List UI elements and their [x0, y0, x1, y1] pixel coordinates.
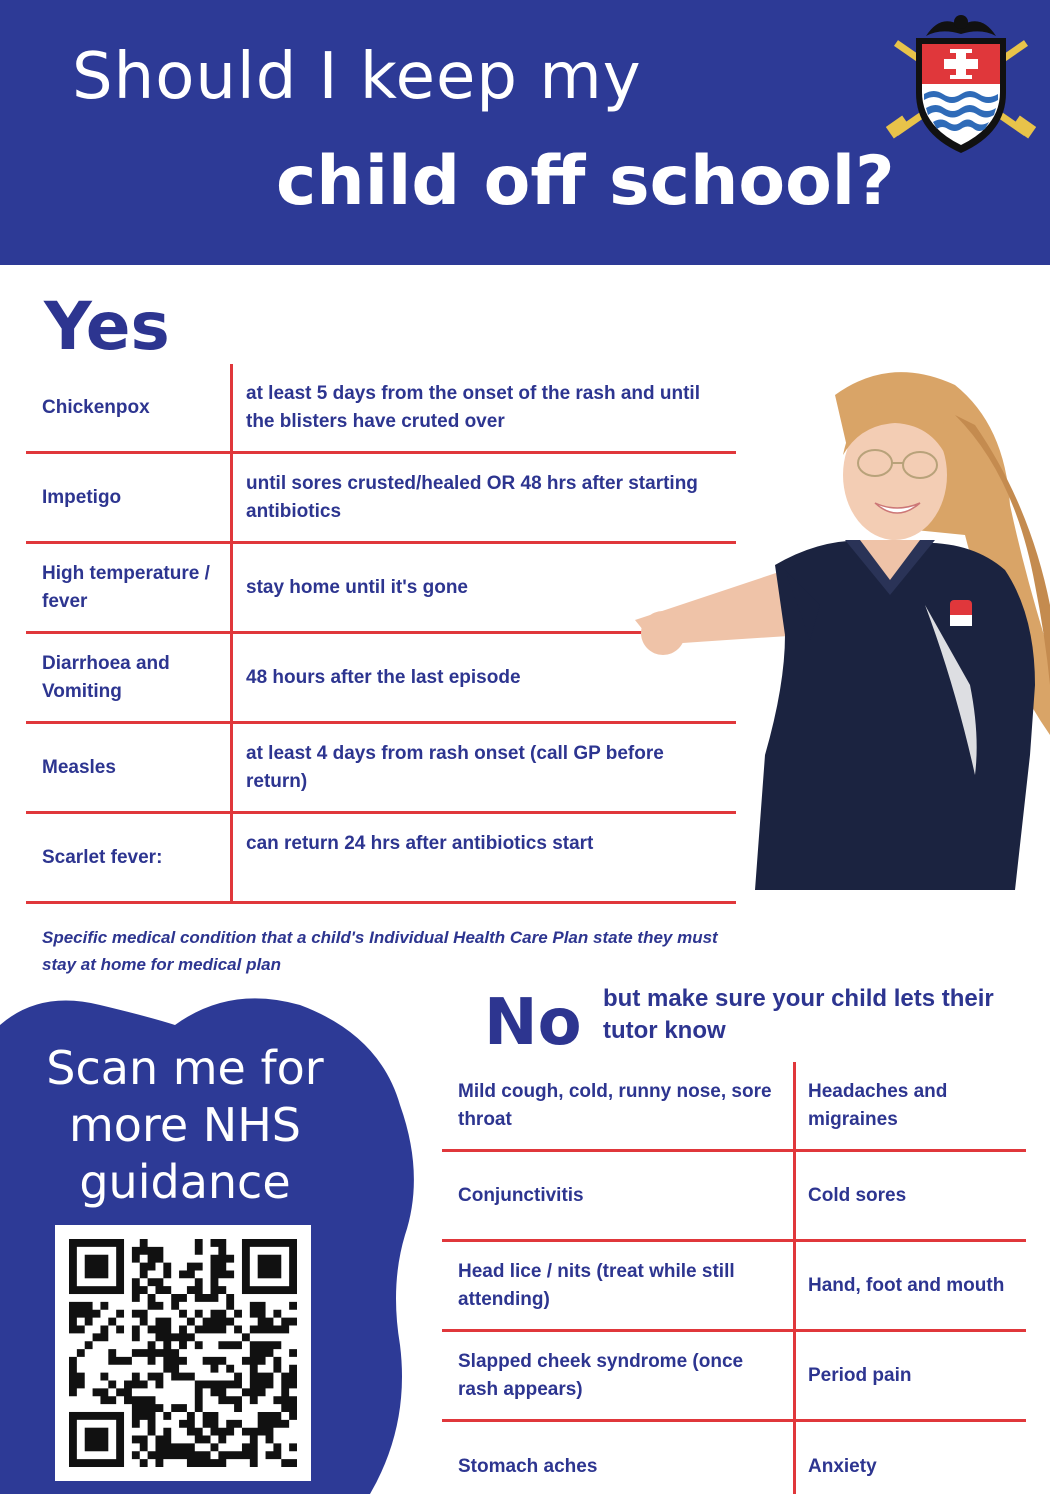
table-row: [442, 1242, 1026, 1332]
school-crest-icon: [886, 8, 1036, 158]
advice-cell: can return 24 hrs after antibiotics start: [246, 833, 594, 854]
title-line-1: Should I keep my: [72, 40, 642, 114]
no-table-divider: [793, 1062, 796, 1494]
table-row: [26, 724, 736, 814]
header-banner: [0, 0, 1050, 265]
table-row: [26, 814, 736, 904]
no-cell-left: Stomach aches: [458, 1456, 598, 1477]
table-row: [442, 1332, 1026, 1422]
qr-code-icon: [55, 1225, 311, 1481]
table-row: [26, 634, 736, 724]
condition-cell: Chickenpox: [42, 396, 150, 418]
no-cell-left: Head lice / nits (treat while still attending): [458, 1260, 735, 1310]
no-table: [442, 1062, 1026, 1512]
no-cell-left: Conjunctivitis: [458, 1184, 584, 1206]
condition-cell: High temperature / fever: [42, 562, 210, 612]
advice-cell: 48 hours after the last episode: [246, 666, 521, 688]
no-cell-right: Period pain: [808, 1364, 912, 1386]
condition-cell: Scarlet fever:: [42, 846, 163, 868]
table-row: [26, 454, 736, 544]
no-cell-right: Headaches and migraines: [808, 1080, 948, 1130]
advice-cell: at least 4 days from rash onset (call GP before return): [246, 742, 664, 792]
yes-table: [26, 364, 736, 904]
table-row: [442, 1062, 1026, 1152]
yes-heading: Yes: [44, 288, 170, 365]
scan-prompt: Scan me for more NHS guidance: [46, 1041, 324, 1209]
table-row: [442, 1422, 1026, 1512]
qr-code[interactable]: [55, 1225, 311, 1481]
condition-cell: Measles: [42, 756, 116, 778]
no-cell-right: Anxiety: [808, 1456, 877, 1477]
no-cell-left: Slapped cheek syndrome (once rash appears): [458, 1350, 744, 1400]
no-cell-left: Mild cough, cold, runny nose, sore throat: [458, 1080, 772, 1130]
yes-table-divider: [230, 364, 233, 904]
table-row: [442, 1152, 1026, 1242]
table-row: [26, 544, 736, 634]
student-photo: [635, 355, 1050, 890]
title-line-2: child off school?: [276, 142, 895, 221]
no-cell-right: Cold sores: [808, 1184, 907, 1206]
advice-cell: until sores crusted/healed OR 48 hrs after starting antibiotics: [246, 472, 698, 522]
advice-cell: at least 5 days from the onset of the rash and until the blisters have cruted over: [246, 382, 700, 432]
table-row: [26, 364, 736, 454]
advice-cell: stay home until it's gone: [246, 576, 468, 598]
condition-cell: Impetigo: [42, 486, 122, 508]
medical-plan-note: Specific medical condition that a child's Individual Health Care Plan state they must stay at home for medical plan: [42, 928, 718, 974]
no-cell-right: Hand, foot and mouth: [808, 1274, 1005, 1296]
no-subheading: but make sure your child lets their tutor know: [603, 985, 994, 1044]
no-heading: No: [484, 986, 582, 1060]
condition-cell: Diarrhoea and Vomiting: [42, 652, 170, 702]
